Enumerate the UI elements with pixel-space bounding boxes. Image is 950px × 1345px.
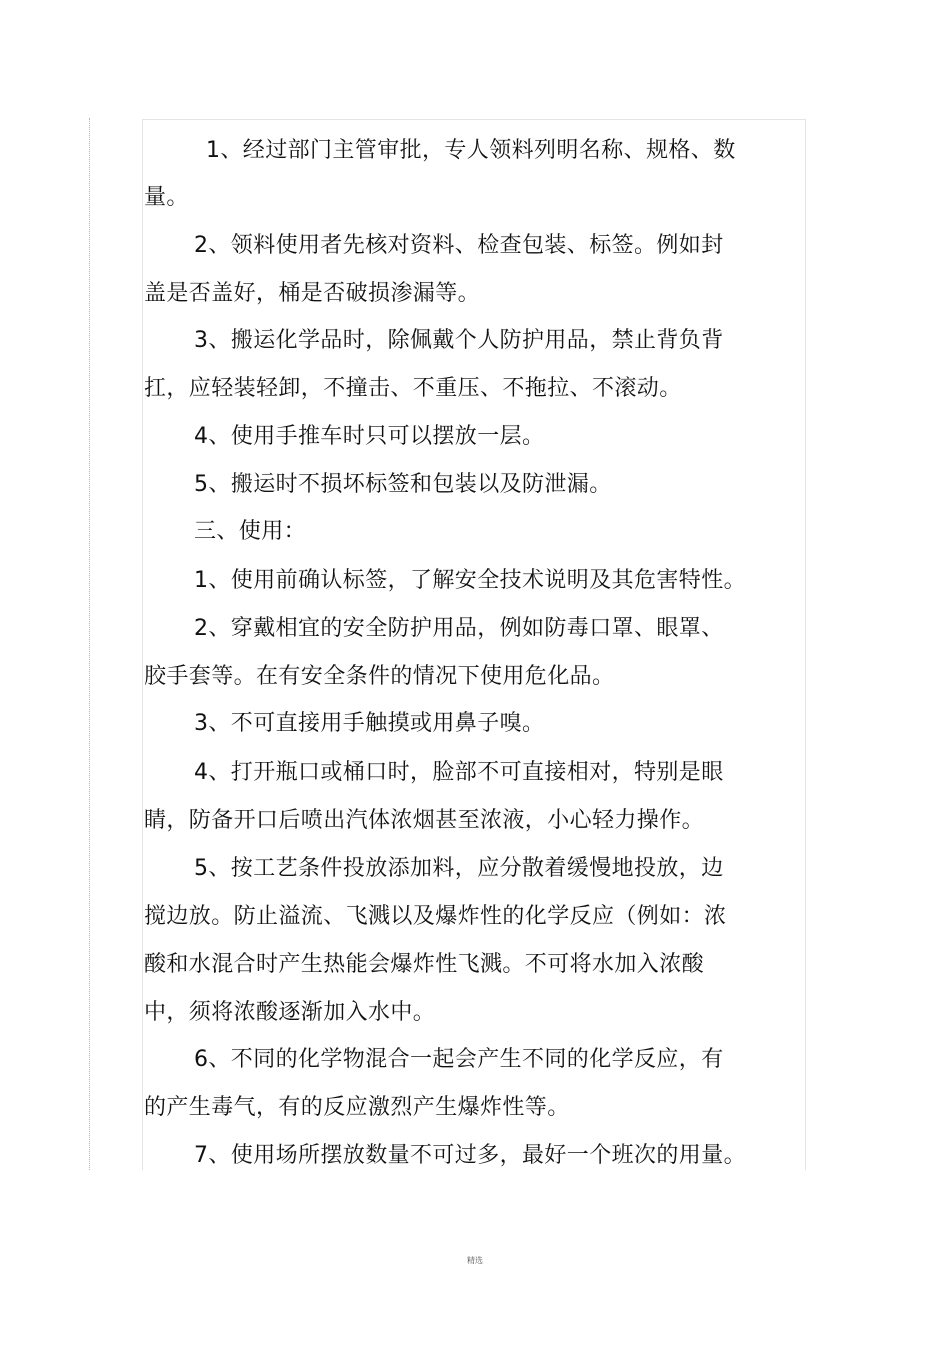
paragraph-line: 5、按工艺条件投放添加料，应分散着缓慢地投放，边 <box>194 856 724 881</box>
page-footer: 精选 <box>467 1256 483 1265</box>
paragraph-line: 盖是否盖好，桶是否破损渗漏等。 <box>144 281 481 306</box>
paragraph-line: 5、搬运时不损坏标签和包装以及防泄漏。 <box>194 472 612 497</box>
paragraph-line: 2、领料使用者先核对资料、检查包装、标签。例如封 <box>194 233 724 258</box>
paragraph-line: 6、不同的化学物混合一起会产生不同的化学反应，有 <box>194 1047 724 1072</box>
paragraph-line: 睛，防备开口后喷出汽体浓烟甚至浓液，小心轻力操作。 <box>144 808 705 833</box>
paragraph-line: 扛，应轻装轻卸，不撞击、不重压、不拖拉、不滚动。 <box>144 376 682 401</box>
section-heading: 三、使用： <box>194 519 307 544</box>
paragraph-line: 中，须将浓酸逐渐加入水中。 <box>144 1000 436 1025</box>
paragraph-line: 1、使用前确认标签，了解安全技术说明及其危害特性。 <box>194 568 746 593</box>
paragraph-line: 7、使用场所摆放数量不可过多，最好一个班次的用量。 <box>194 1143 746 1168</box>
paragraph-line: 4、打开瓶口或桶口时，脸部不可直接相对，特别是眼 <box>194 760 724 785</box>
paragraph-line: 4、使用手推车时只可以摆放一层。 <box>194 424 545 449</box>
paragraph-line: 量。 <box>144 185 189 210</box>
paragraph-line: 酸和水混合时产生热能会爆炸性飞溅。不可将水加入浓酸 <box>144 952 705 977</box>
paragraph-line: 胶手套等。在有安全条件的情况下使用危化品。 <box>144 664 615 689</box>
paragraph-line: 2、穿戴相宜的安全防护用品，例如防毒口罩、眼罩、 <box>194 616 724 641</box>
paragraph-line: 的产生毒气，有的反应激烈产生爆炸性等。 <box>144 1095 570 1120</box>
paragraph-line: 1、经过部门主管审批，专人领料列明名称、规格、数 <box>206 138 736 163</box>
paragraph-line: 搅边放。防止溢流、飞溅以及爆炸性的化学反应（例如：浓 <box>144 904 727 929</box>
margin-rule <box>89 118 90 1170</box>
paragraph-line: 3、不可直接用手触摸或用鼻子嗅。 <box>194 711 545 736</box>
paragraph-line: 3、搬运化学品时，除佩戴个人防护用品，禁止背负背 <box>194 328 724 353</box>
